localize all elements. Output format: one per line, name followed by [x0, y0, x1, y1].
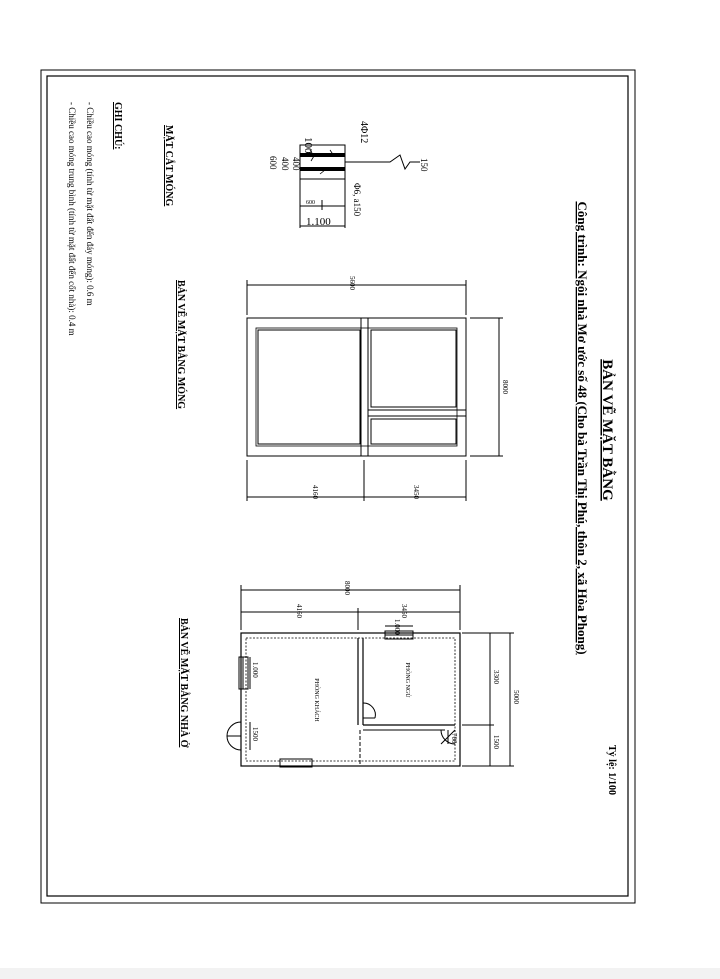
hp-dim-700: 700: [450, 733, 458, 744]
hp-dim-1000-left: 1.000: [251, 662, 259, 678]
house-wall-inner: [246, 638, 455, 761]
section-label-400b: 400: [280, 157, 290, 171]
foundation-section-title: MẶT CẮT MÓNG: [163, 125, 174, 207]
break-line: [345, 155, 420, 169]
hp-dim-3450: 3450: [400, 604, 408, 618]
note-item-2: - Chiều cao móng trung bình (tính từ mặt đất đến cốt nhà): 0.4 m: [67, 102, 77, 336]
notes-heading: GHI CHÚ:: [112, 102, 123, 150]
section-label-rebar: 4Φ12: [358, 121, 369, 144]
inner-frame: [47, 76, 628, 896]
section-label-150: 150: [419, 158, 429, 172]
section-label-100: 100: [302, 137, 314, 154]
section-label-400a: 400: [291, 157, 301, 171]
fp-dim-3450: 3450: [412, 485, 420, 499]
project-title: Công trình: Ngôi nhà Mơ ước số 48 (Cho bà Trần Thị Phú, thôn 2, xã Hòa Phong): [575, 201, 590, 655]
footing-outer: [247, 318, 466, 456]
interior-door[interactable]: [363, 703, 375, 718]
hp-dim-1500-right: 1500: [492, 735, 500, 749]
hp-dim-5000: 5000: [512, 690, 520, 704]
pad-living: [258, 330, 360, 444]
house-plan: [227, 581, 520, 767]
section-label-600b: 600: [268, 156, 278, 170]
section-label-width: 1.100: [306, 216, 331, 228]
foundation-plan: [247, 276, 509, 501]
section-label-600a: 600: [306, 200, 315, 206]
front-door[interactable]: [227, 722, 241, 750]
section-label-stirrup: Φ6, a150: [352, 183, 362, 217]
hp-dim-1500-left: 1500: [251, 727, 259, 741]
fp-dim-8000: 8000: [501, 380, 509, 394]
room-living: PHÒNG KHÁCH: [313, 678, 319, 722]
footing-inner: [256, 328, 457, 446]
foundation-plan-title: BẢN VẼ MẶT BẰNG MÓNG: [175, 280, 186, 410]
hp-dim-4160: 4160: [295, 604, 303, 618]
pad-bedroom: [371, 330, 456, 407]
fp-dim-5600: 5600: [348, 276, 356, 290]
hp-dim-8000: 8000: [343, 581, 351, 595]
note-item-1: - Chiều cao móng (tính từ mặt đất đến đáy móng): 0.6 m: [85, 102, 95, 306]
pad-side: [371, 419, 456, 444]
section-column: [300, 155, 345, 169]
hp-dim-3300: 3300: [492, 670, 500, 684]
house-plan-title: BẢN VẼ MẶT BẰNG NHÀ Ở: [178, 618, 189, 748]
scale-label: Tỷ lệ: 1/100: [606, 745, 617, 795]
house-wall-outer: [241, 633, 460, 766]
sheet-title: BẢN VẼ MẶT BẰNG: [599, 359, 615, 501]
foundation-section: [268, 121, 429, 228]
room-bedroom: PHÒNG NGỦ: [404, 662, 410, 698]
hp-dim-1000-top: 1.000: [393, 619, 401, 635]
outer-frame: [41, 70, 635, 903]
fp-dim-4160: 4160: [311, 485, 319, 499]
